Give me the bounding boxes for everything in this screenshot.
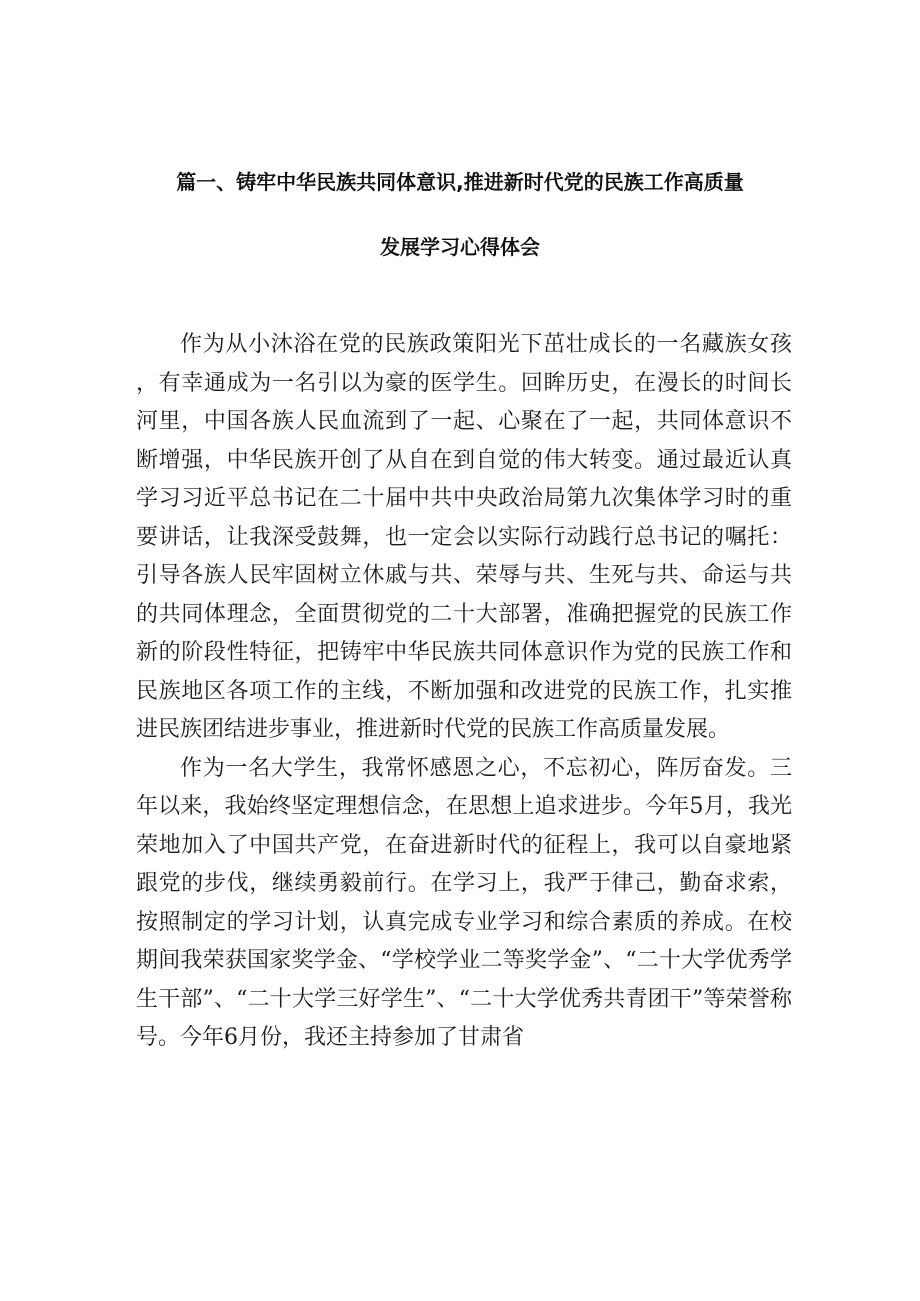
body-paragraph-1: 作为从小沐浴在党的民族政策阳光下茁壮成长的一名藏族女孩，有幸通成为一名引以为豪的医学生。回眸历史，在漫长的时间长河里，中国各族人民血流到了一起、心聚在了一起，共同体意识不断增强，中华民族开创了从自在到自觉的伟大转变。通过最近认真学习习近平总书记在二十届中共中央政治局第九次集体学习时的重要讲话，让我深受鼓舞，也一定会以实际行动践行总书记的嘱托：引导各族人民牢固树立休戚与共、荣辱与共、生死与共、命运与共的共同体理念，全面贯彻党的二十大部署，准确把握党的民族工作新的阶段性特征，把铸牢中华民族共同体意识作为党的民族工作和民族地区各项工作的主线，不断加强和改进党的民族工作，扎实推进民族团结进步事业，推进新时代党的民族工作高质量发展。 (136, 332, 792, 742)
document-title-line-2: 发展学习心得体会 (380, 235, 540, 259)
document-title-line-1: 篇一、铸牢中华民族共同体意识,推进新时代党的民族工作高质量 (176, 170, 744, 194)
document-body (136, 326, 792, 1058)
body-paragraph-2: 作为一名大学生，我常怀感恩之心，不忘初心，阵厉奋发。三年以来，我始终坚定理想信念，在思想上追求进步。今年5月，我光荣地加入了中国共产党，在奋进新时代的征程上，我可以自豪地紧跟党的步伐，继续勇毅前行。在学习上，我严于律己，勤奋求索，按照制定的学习计划，认真完成专业学习和综合素质的养成。在校期间我荣获国家奖学金、“学校学业二等奖学金”、“二十大学优秀学生干部”、“二十大学三好学生”、“二十大学优秀共青团干”等荣誉称号。今年6月份，我还主持参加了甘肃省 (136, 755, 792, 1050)
